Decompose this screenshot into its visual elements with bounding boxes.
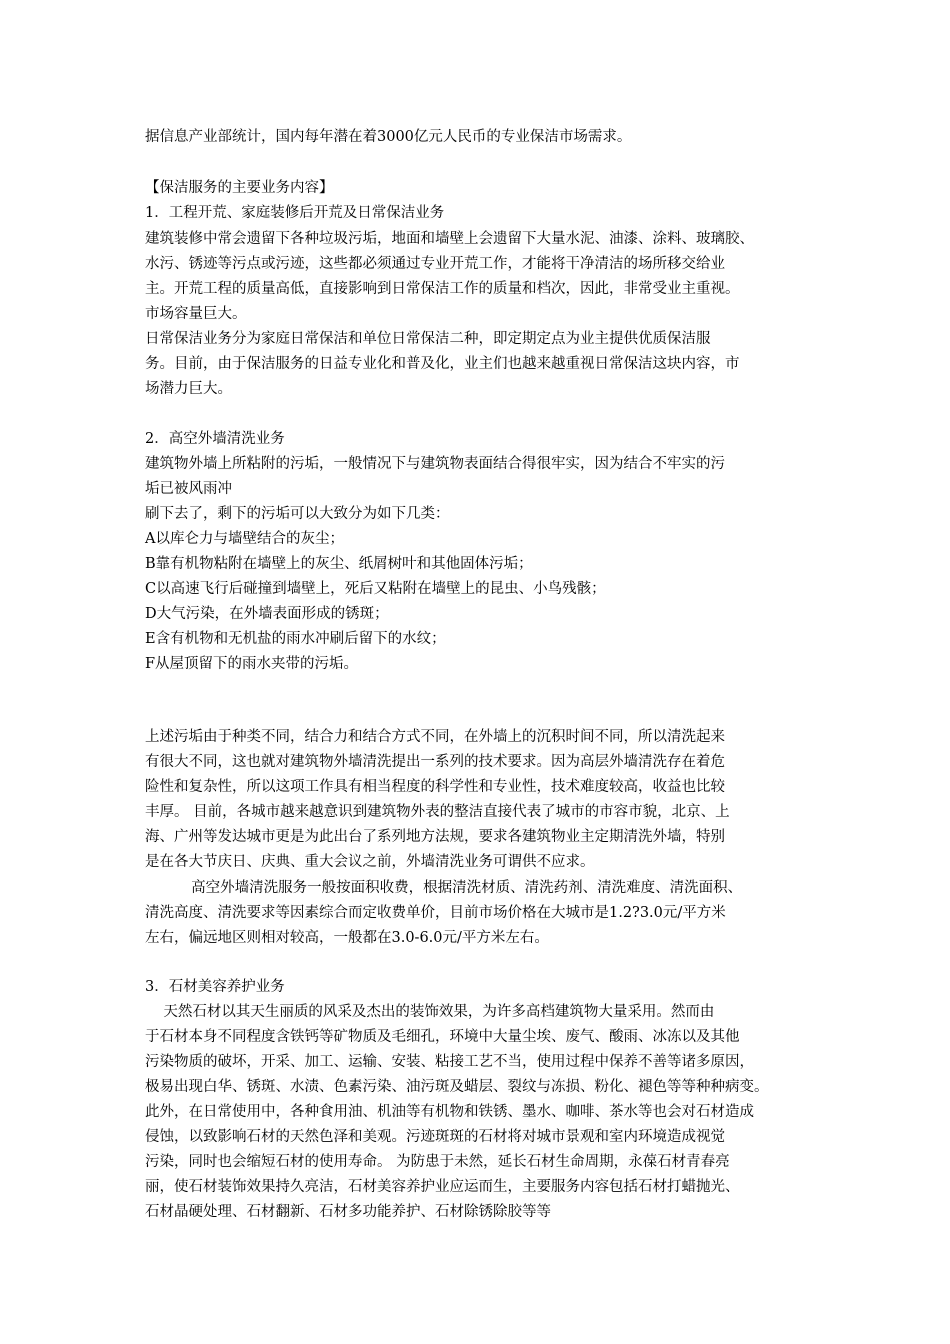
text-line: 污染物质的破坏，开采、加工、运输、安装、粘接工艺不当，使用过程中保养不善等诸多原因， [145,1054,754,1070]
subsection-heading: 2．高空外墙清洗业务 [145,431,285,447]
text-line: 此外，在日常使用中，各种食用油、机油等有机物和铁锈、墨水、咖啡、茶水等也会对石材造成 [145,1104,754,1120]
text-line: 左右，偏远地区则相对较高，一般都在3.0-6.0元/平方米左右。 [145,930,549,946]
text-line: 建筑装修中常会遗留下各种垃圾污垢，地面和墙壁上会遗留下大量水泥、油漆、涂料、玻璃胶、 [145,231,754,247]
text-line: 有很大不同，这也就对建筑物外墙清洗提出一系列的技术要求。因为高层外墙清洗存在着危 [145,754,725,770]
list-item: F从屋顶留下的雨水夹带的污垢。 [145,656,359,672]
text-line: 高空外墙清洗服务一般按面积收费，根据清洗材质、清洗药剂、清洗难度、清洗面积、 [145,880,743,896]
text-line: 险性和复杂性，所以这项工作具有相当程度的科学性和专业性，技术难度较高，收益也比较 [145,779,725,795]
text-line: 垢已被风雨冲 [145,481,232,497]
text-line: 极易出现白华、锈斑、水渍、色素污染、油污斑及蜡层、裂纹与冻损、粉化、褪色等等种种病变。 [145,1079,769,1095]
text-line: 海、广州等发达城市更是为此出台了系列地方法规，要求各建筑物业主定期清洗外墙，特别 [145,829,725,845]
subsection-heading: 3．石材美容养护业务 [145,979,285,995]
text-line: 天然石材以其天生丽质的风采及杰出的装饰效果，为许多高档建筑物大量采用。然而由 [145,1004,715,1020]
text-line: 污染，同时也会缩短石材的使用寿命。 为防患于未然，延长石材生命周期，永葆石材青春亮 [145,1154,730,1170]
text-line: 日常保洁业务分为家庭日常保洁和单位日常保洁二种，即定期定点为业主提供优质保洁服 [145,331,711,347]
text-line: 场潜力巨大。 [145,381,232,397]
text-line: 于石材本身不同程度含铁钙等矿物质及毛细孔，环境中大量尘埃、废气、酸雨、冰冻以及其他 [145,1029,740,1045]
text-line: 石材晶硬处理、石材翻新、石材多功能养护、石材除锈除胶等等 [145,1204,551,1220]
text-line: 丽，使石材装饰效果持久亮洁，石材美容养护业应运而生，主要服务内容包括石材打蜡抛光、 [145,1179,740,1195]
list-item: A以库仑力与墙壁结合的灰尘； [145,531,344,547]
text-line: 建筑物外墙上所粘附的污垢，一般情况下与建筑物表面结合得很牢实，因为结合不牢实的污 [145,456,725,472]
text-line: 丰厚。 目前，各城市越来越意识到建筑物外表的整洁直接代表了城市的市容市貌，北京、上 [145,804,730,820]
section-heading: 【保洁服务的主要业务内容】 [145,180,334,196]
text-line: 市场容量巨大。 [145,306,247,322]
subsection-heading: 1．工程开荒、家庭装修后开荒及日常保洁业务 [145,205,445,221]
text-line: 刷下去了，剩下的污垢可以大致分为如下几类： [145,506,450,522]
text-line: 水污、锈迹等污点或污迹，这些都必须通过专业开荒工作，才能将干净清洁的场所移交给业 [145,256,725,272]
list-item: C以高速飞行后碰撞到墙壁上，死后又粘附在墙壁上的昆虫、小鸟残骸； [145,581,606,597]
list-item: E含有机物和无机盐的雨水冲刷后留下的水纹； [145,631,446,647]
text-line: 侵蚀，以致影响石材的天然色泽和美观。污迹斑斑的石材将对城市景观和室内环境造成视觉 [145,1129,725,1145]
text-line: 是在各大节庆日、庆典、重大会议之前，外墙清洗业务可谓供不应求。 [145,854,595,870]
list-item: B靠有机物粘附在墙壁上的灰尘、纸屑树叶和其他固体污垢； [145,556,533,572]
list-item: D大气污染，在外墙表面形成的锈斑； [145,606,389,622]
text-line: 主。开荒工程的质量高低，直接影响到日常保洁工作的质量和档次，因此，非常受业主重视。 [145,281,740,297]
text-line: 据信息产业部统计，国内每年潜在着3000亿元人民币的专业保洁市场需求。 [145,129,632,145]
text-line: 务。目前，由于保洁服务的日益专业化和普及化，业主们也越来越重视日常保洁这块内容，市 [145,356,740,372]
text-line: 清洗高度、清洗要求等因素综合而定收费单价，目前市场价格在大城市是1.2?3.0元/平方米 [145,905,726,921]
text-line: 上述污垢由于种类不同，结合力和结合方式不同，在外墙上的沉积时间不同，所以清洗起来 [145,729,725,745]
